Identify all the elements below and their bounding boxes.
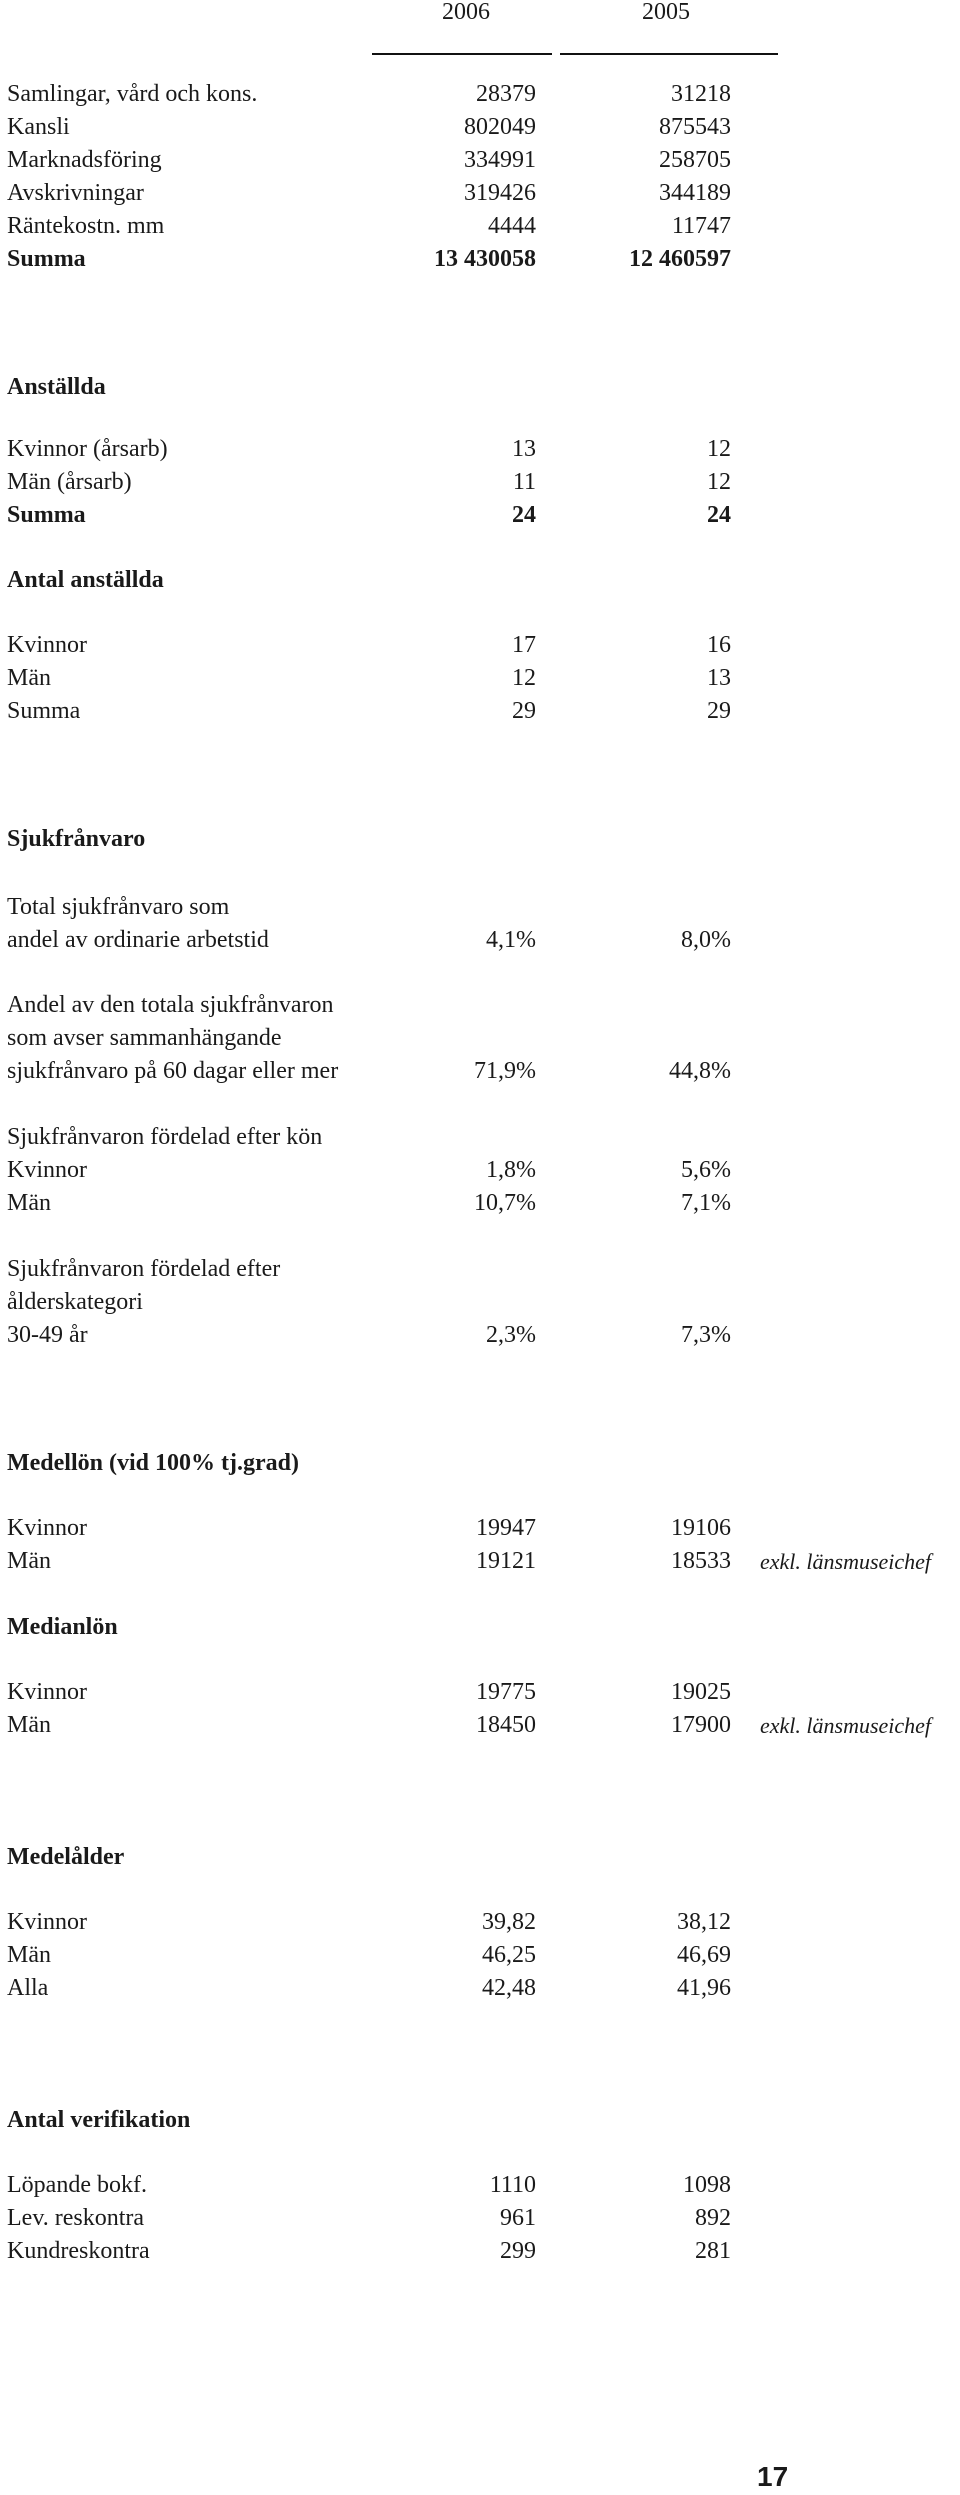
row-label: Män: [7, 1190, 51, 1216]
row-value-2006: 10,7%: [474, 1190, 536, 1216]
row-value-2005: 46,69: [677, 1942, 731, 1968]
row-value-2006: 334991: [464, 147, 536, 173]
row-value-2006: 42,48: [482, 1975, 536, 2001]
row-label: Marknadsföring: [7, 147, 162, 173]
row-value-2005: 41,96: [677, 1975, 731, 2001]
row-value-2006: 2,3%: [486, 1322, 536, 1348]
row-value-2005: 12: [707, 436, 731, 462]
row-value-2006: 17: [512, 632, 536, 658]
row-label: Män: [7, 665, 51, 691]
row-value-2005: 44,8%: [669, 1058, 731, 1084]
row-label-line: som avser sammanhängande: [7, 1025, 282, 1051]
row-value-2006: 39,82: [482, 1909, 536, 1935]
footnote-exkl-lansmuseichef: exkl. länsmuseichef: [760, 1549, 932, 1574]
section-heading-medellon: Medellön (vid 100% tj.grad): [7, 1450, 299, 1476]
subheading-age: ålderskategori: [7, 1289, 143, 1315]
row-value-2006: 299: [500, 2238, 536, 2264]
row-value-2006: 13: [512, 436, 536, 462]
row-value-2006: 802049: [464, 114, 536, 140]
row-value-2006: 319426: [464, 180, 536, 206]
row-value-2005: 8,0%: [681, 927, 731, 953]
row-label: Räntekostn. mm: [7, 213, 165, 239]
row-value-2005: 29: [707, 698, 731, 724]
row-value-2006: 19947: [476, 1515, 536, 1541]
row-label: Alla: [7, 1975, 49, 2001]
row-value-2005: 281: [695, 2238, 731, 2264]
row-label-line: andel av ordinarie arbetstid: [7, 927, 269, 953]
row-label: Kundreskontra: [7, 2238, 150, 2264]
row-value-2006: 28379: [476, 81, 536, 107]
row-value-2005: 1098: [683, 2172, 731, 2198]
sum-label: Summa: [7, 246, 86, 272]
row-value-2006: 11: [512, 469, 536, 495]
row-value-2005: 19106: [671, 1515, 731, 1541]
row-value-2006: 46,25: [482, 1942, 536, 1968]
subheading-age: Sjukfrånvaron fördelad efter: [7, 1256, 281, 1282]
row-label: Kvinnor (årsarb): [7, 436, 168, 462]
row-value-2005: 18533: [671, 1548, 731, 1574]
row-label: Män (årsarb): [7, 469, 132, 495]
header-rule-2006: [372, 53, 552, 55]
section-heading-medianlon: Medianlön: [7, 1614, 118, 1640]
row-value-2006: 961: [500, 2205, 536, 2231]
section-heading-verifikation: Antal verifikation: [7, 2107, 191, 2133]
row-value-2005: 875543: [659, 114, 731, 140]
section-heading-anstallda: Anställda: [7, 374, 106, 400]
row-value-2006: 71,9%: [474, 1058, 536, 1084]
row-value-2006: 18450: [476, 1712, 536, 1738]
row-label: Kvinnor: [7, 1515, 87, 1541]
row-value-2006: 29: [512, 698, 536, 724]
row-value-2005: 31218: [671, 81, 731, 107]
footnote-exkl-lansmuseichef: exkl. länsmuseichef: [760, 1713, 932, 1738]
sum-value-2006: 13 430058: [434, 246, 536, 272]
section-heading-antal-anstallda: Antal anställda: [7, 567, 164, 593]
row-value-2005: 16: [707, 632, 731, 658]
row-value-2005: 7,1%: [681, 1190, 731, 1216]
row-value-2005: 13: [707, 665, 731, 691]
row-value-2005: 258705: [659, 147, 731, 173]
row-label: Summa: [7, 698, 81, 724]
row-label: Samlingar, vård och kons.: [7, 81, 258, 107]
row-value-2005: 892: [695, 2205, 731, 2231]
row-value-2006: 19775: [476, 1679, 536, 1705]
sum-value-2005: 12 460597: [629, 246, 731, 272]
subheading-gender: Sjukfrånvaron fördelad efter kön: [7, 1124, 323, 1150]
header-rule-2005: [560, 53, 778, 55]
row-value-2006: 1110: [489, 2172, 536, 2198]
row-label: Män: [7, 1942, 51, 1968]
sum-label: Summa: [7, 502, 86, 528]
row-value-2005: 7,3%: [681, 1322, 731, 1348]
year-header-2006: 2006: [442, 0, 490, 25]
row-label-line: sjukfrånvaro på 60 dagar eller mer: [7, 1058, 339, 1084]
row-value-2005: 344189: [659, 180, 731, 206]
row-label: Löpande bokf.: [7, 2172, 147, 2198]
row-label: Kvinnor: [7, 1909, 87, 1935]
section-heading-sjukfranvaro: Sjukfrånvaro: [7, 826, 146, 852]
sum-value-2006: 24: [512, 502, 536, 528]
row-label: 30-49 år: [7, 1322, 88, 1348]
row-value-2005: 19025: [671, 1679, 731, 1705]
row-label: Lev. reskontra: [7, 2205, 145, 2231]
row-label: Män: [7, 1712, 51, 1738]
row-value-2006: 4444: [488, 213, 536, 239]
row-value-2006: 1,8%: [486, 1157, 536, 1183]
row-value-2005: 5,6%: [681, 1157, 731, 1183]
page-number: 17: [757, 2461, 789, 2492]
row-value-2006: 12: [512, 665, 536, 691]
row-value-2006: 19121: [476, 1548, 536, 1574]
row-label: Kvinnor: [7, 1157, 87, 1183]
row-value-2005: 11747: [671, 213, 731, 239]
row-value-2005: 38,12: [677, 1909, 731, 1935]
row-label-line: Andel av den totala sjukfrånvaron: [7, 992, 334, 1018]
row-label-line: Total sjukfrånvaro som: [7, 894, 230, 920]
row-label: Män: [7, 1548, 51, 1574]
row-label: Avskrivningar: [7, 180, 144, 206]
row-label: Kvinnor: [7, 632, 87, 658]
sum-value-2005: 24: [707, 502, 731, 528]
row-value-2006: 4,1%: [486, 927, 536, 953]
row-value-2005: 17900: [671, 1712, 731, 1738]
section-heading-medelalder: Medelålder: [7, 1844, 125, 1870]
year-header-2005: 2005: [642, 0, 690, 25]
row-label: Kansli: [7, 114, 70, 140]
row-value-2005: 12: [707, 469, 731, 495]
row-label: Kvinnor: [7, 1679, 87, 1705]
